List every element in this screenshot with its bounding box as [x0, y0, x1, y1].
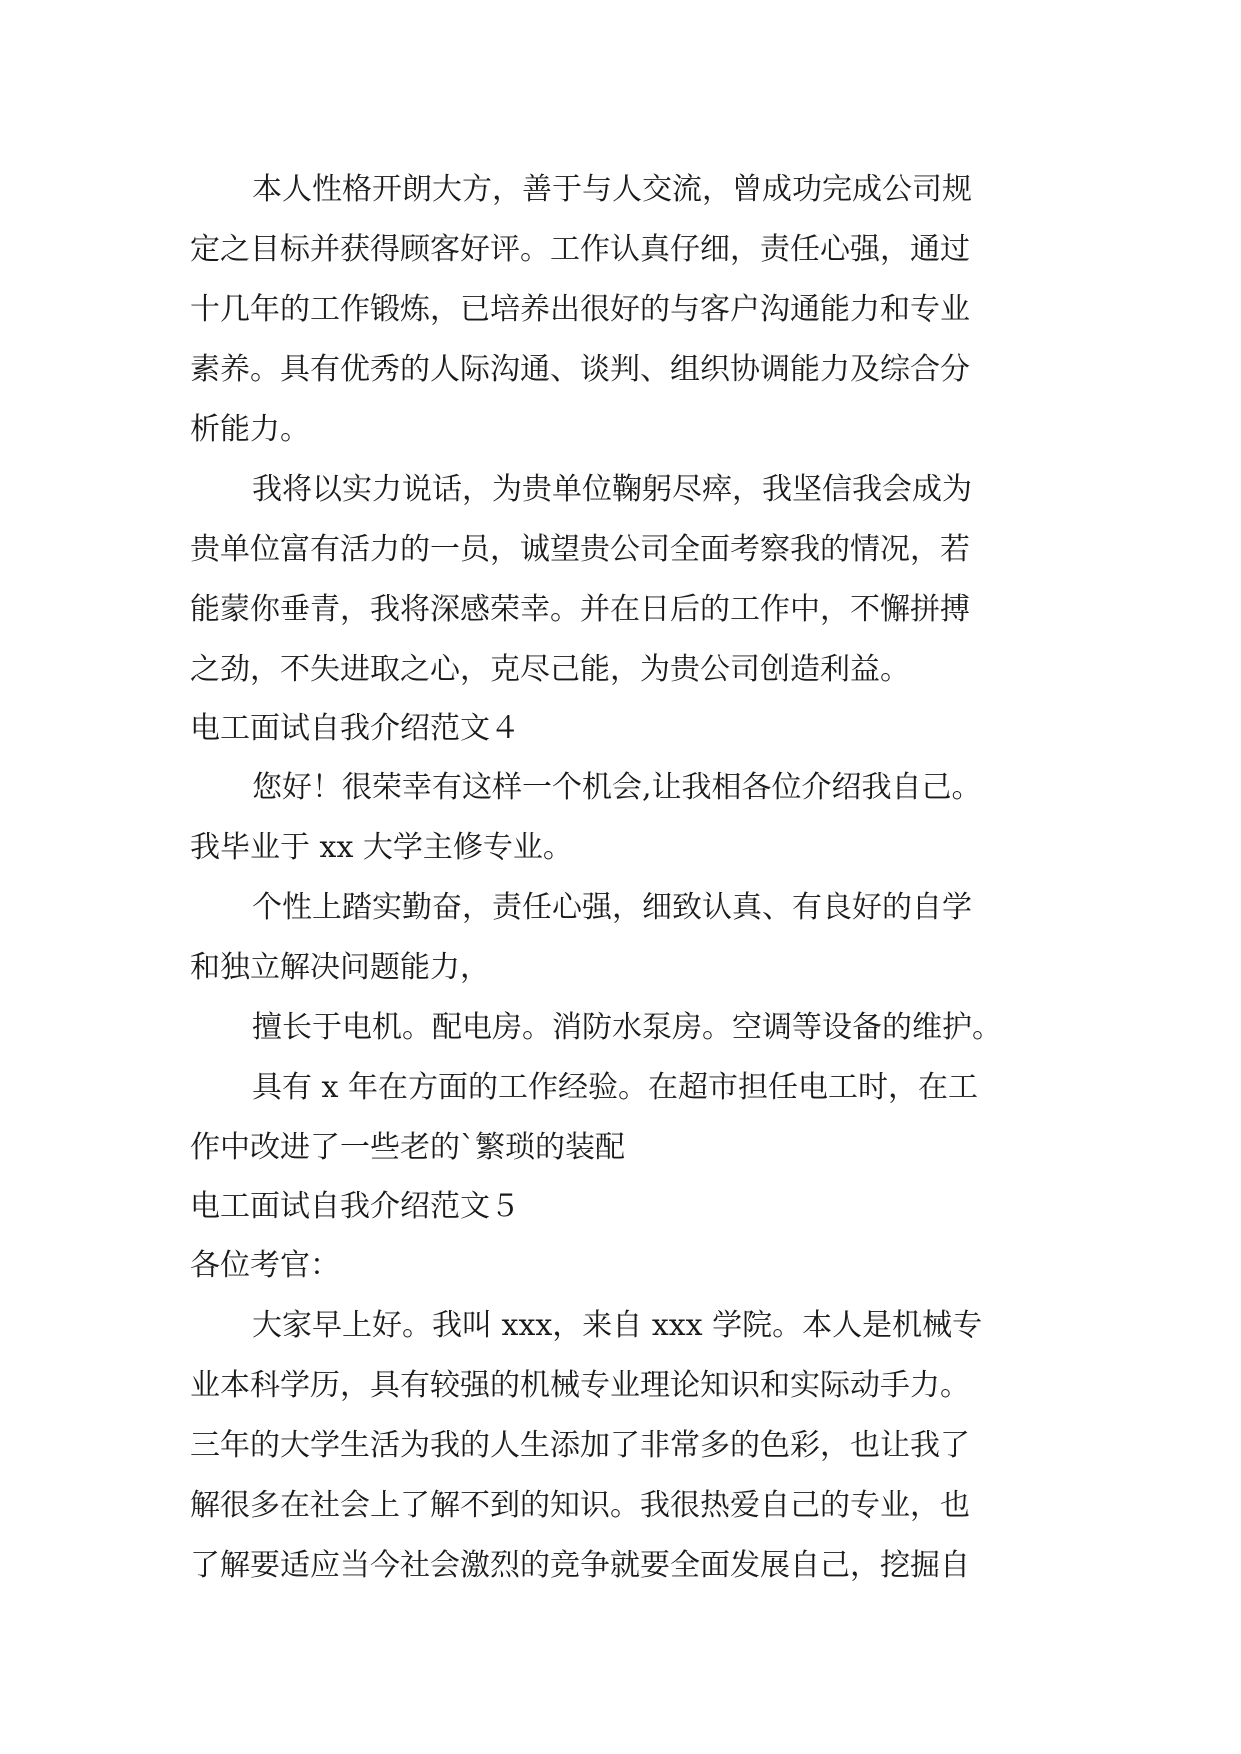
salutation: 各位考官： [190, 1248, 340, 1283]
paragraph-commitment [190, 460, 1070, 700]
text-line: 素养。具有优秀的人际沟通、谈判、组织协调能力及综合分 [190, 352, 970, 387]
text-line: 和独立解决问题能力， [190, 950, 490, 985]
paragraph-skills [190, 998, 1070, 1058]
text-line: 析能力。 [190, 412, 310, 447]
text-line: 能蒙你垂青，我将深感荣幸。并在日后的工作中，不懈拼搏 [190, 592, 970, 627]
paragraph-personality [190, 160, 1070, 460]
document-body [190, 160, 1070, 1596]
text-line: 三年的大学生活为我的人生添加了非常多的色彩，也让我了 [190, 1428, 970, 1463]
text-line: 十几年的工作锻炼，已培养出很好的与客户沟通能力和专业 [190, 292, 970, 327]
text-line: 解很多在社会上了解不到的知识。我很热爱自己的专业，也 [190, 1488, 970, 1523]
text-line: 了解要适应当今社会激烈的竞争就要全面发展自己，挖掘自 [190, 1548, 970, 1583]
text-line: 本人性格开朗大方，善于与人交流，曾成功完成公司规 [252, 172, 972, 207]
text-line: 大家早上好。我叫 xxx，来自 xxx 学院。本人是机械专 [252, 1308, 983, 1343]
text-line: 个性上踏实勤奋，责任心强，细致认真、有良好的自学 [252, 890, 972, 925]
section-heading-4: 电工面试自我介绍范文４ [190, 711, 520, 746]
text-line: 定之目标并获得顾客好评。工作认真仔细，责任心强，通过 [190, 232, 970, 267]
text-line: 业本科学历，具有较强的机械专业理论知识和实际动手力。 [190, 1368, 970, 1403]
text-line: 具有 x 年在方面的工作经验。在超市担任电工时，在工 [252, 1070, 978, 1105]
text-line: 您好！很荣幸有这样一个机会,让我相各位介绍我自己。 [252, 770, 982, 805]
text-line: 擅长于电机。配电房。消防水泵房。空调等设备的维护。 [252, 1010, 1002, 1045]
section-heading-5: 电工面试自我介绍范文５ [190, 1189, 520, 1224]
text-line: 我毕业于 xx 大学主修专业。 [190, 830, 573, 865]
text-line: 之劲，不失进取之心，克尽己能，为贵公司创造利益。 [190, 652, 910, 687]
paragraph-introduction [190, 1296, 1070, 1596]
paragraph-experience [190, 1058, 1070, 1178]
text-line: 贵单位富有活力的一员，诚望贵公司全面考察我的情况，若 [190, 532, 970, 567]
paragraph-character [190, 878, 1070, 998]
text-line: 作中改进了一些老的`繁琐的装配 [190, 1130, 625, 1165]
text-line: 我将以实力说话，为贵单位鞠躬尽瘁，我坚信我会成为 [252, 472, 972, 507]
paragraph-greeting-intro [190, 758, 1070, 878]
